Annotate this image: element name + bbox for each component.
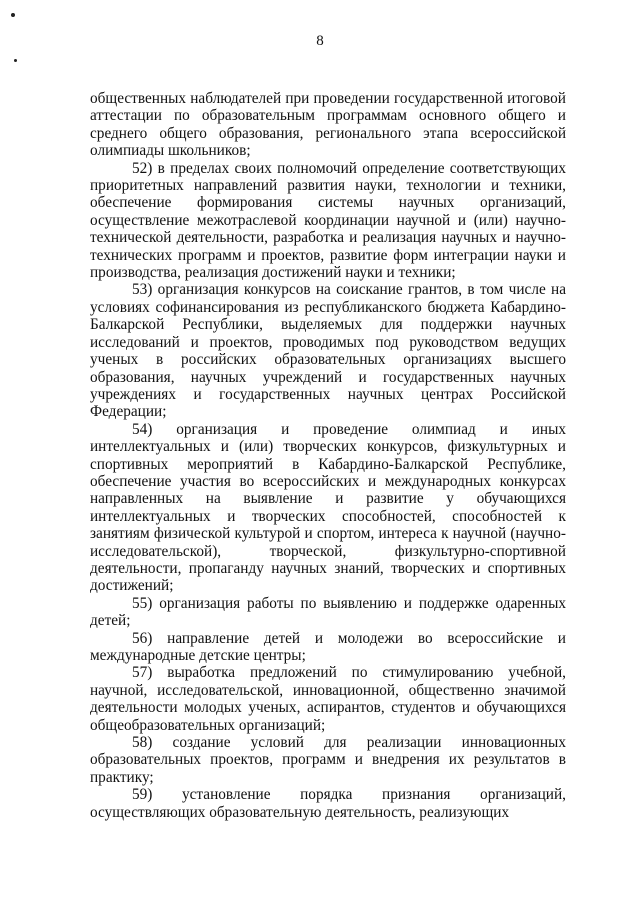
paragraph-item-52: 52) в пределах своих полномочий определение соответствующих приоритетных направлений развития науки, технологии и техники, обеспечение формирования системы научных организаций, осуществление межотраслевой координации научной и (или) научно-технической деятельности, разработка и реализация научных и научно-технических программ и проектов, развитие форм интеграции науки и производства, реализация достижений науки и техники; — [90, 159, 566, 282]
paragraph-continuation: общественных наблюдателей при проведении государственной итоговой аттестации по образовательным программам основного общего и среднего общего образования, регионального этапа всероссийской олимпиады школьников; — [90, 90, 566, 160]
paragraph-item-55: 55) организация работы по выявлению и поддержке одаренных детей; — [90, 594, 566, 630]
paragraph-item-57: 57) выработка предложений по стимулированию учебной, научной, исследовательской, инновационной, общественно значимой деятельности молодых ученых, аспирантов, студентов и обучающихся общеобразовательных организаций; — [90, 664, 566, 734]
paragraph-item-56: 56) направление детей и молодежи во всероссийские и международные детские центры; — [90, 629, 566, 664]
page-number: 8 — [316, 33, 324, 49]
paragraph-item-59: 59) установление порядка признания организаций, осуществляющих образовательную деятельность, реализующих — [90, 786, 566, 821]
scan-speck — [14, 59, 17, 62]
paragraph-item-58: 58) создание условий для реализации инновационных образовательных проектов, программ и внедрения их результатов в практику; — [90, 734, 566, 786]
scan-speck — [11, 13, 15, 17]
document-body — [90, 90, 566, 821]
paragraph-item-53: 53) организация конкурсов на соискание грантов, в том числе на условиях софинансирования из республиканского бюджета Кабардино-Балкарской Республики, выделяемых для поддержки научных исследований и проектов, проводимых под руководством ведущих ученых в российских образовательных организациях высшего образования, научных учреждений и государственных научных учреждениях и государственных научных центрах Российской Федерации; — [90, 281, 566, 421]
paragraph-item-54: 54) организация и проведение олимпиад и иных интеллектуальных и (или) творческих конкурсов, физкультурных и спортивных мероприятий в Кабардино-Балкарской Республике, обеспечение участия во всероссийских и международных конкурсах направленных на выявление и развитие у обучающихся интеллектуальных и творческих способностей, способностей к занятиям физической культурой и спортом, интереса к научной (научно-исследовательской), творческой, физкультурно-спортивной деятельности, пропаганду научных знаний, творческих и спортивных достижений; — [90, 420, 566, 595]
